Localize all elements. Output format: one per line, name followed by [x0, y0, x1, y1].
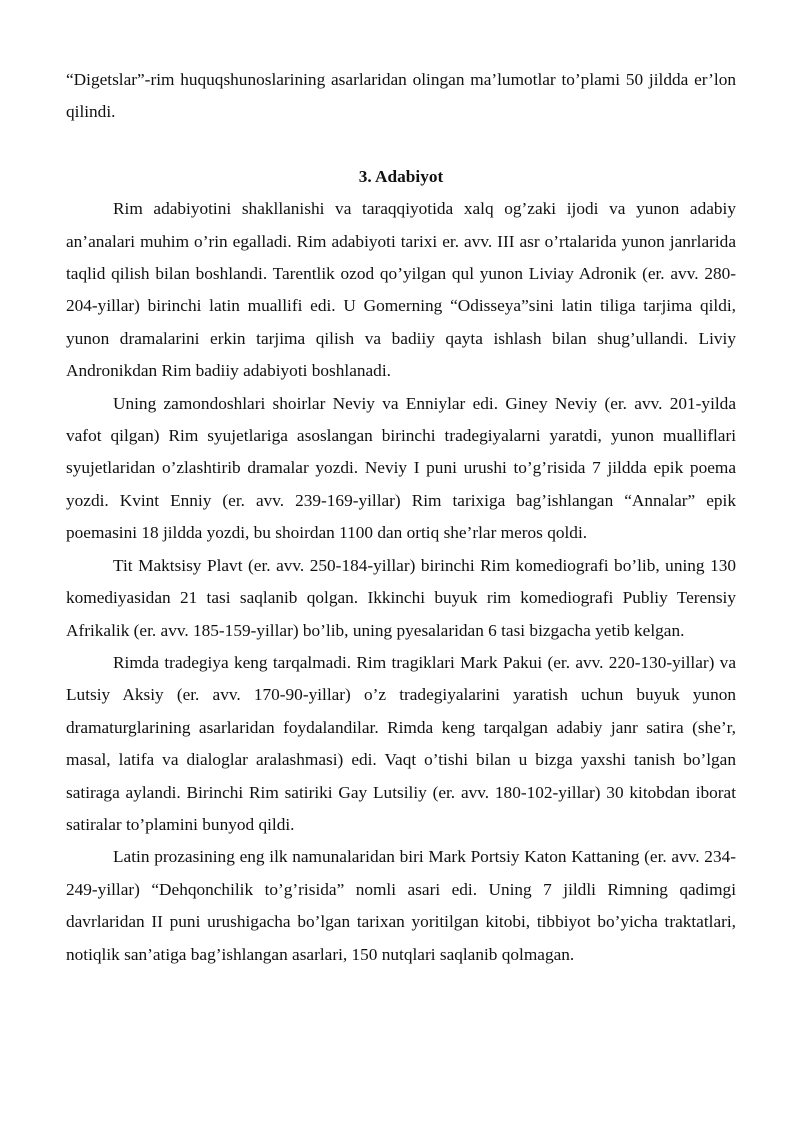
- section-heading: 3. Adabiyot: [358, 166, 444, 186]
- paragraph-tragedy-satire: Rimda tradegiya keng tarqalmadi. Rim tragiklari Mark Pakui (er. avv. 220-130-yillar) va Lutsiy Aksiy (er. avv. 170-90-yillar) o’z tradegiyalarini yaratish uchun buyuk yunon dramaturglarining asarlaridan foydalandilar. Rimda keng tarqalgan adabiy janr satira (she’r, masal, latifa va dialoglar aralashmasi) edi. Vaqt o’tishi bilan u bizga yaxshi tanish bo’lgan satiraga aylandi. Birinchi Rim satiriki Gay Lutsiliy (er. avv. 180-102-yillar) 30 kitobdan iborat satiralar to’plamini bunyod qildi.: [66, 652, 736, 834]
- paragraph-contemporaries: Uning zamondoshlari shoirlar Neviy va Enniylar edi. Giney Neviy (er. avv. 201-yilda vafot qilgan) Rim syujetlariga asoslangan birinchi tradegiyalarni yaratdi, yunon mualliflari syujetlaridan o’zlashtirib dramalar yozdi. Neviy I puni urushi to’g’risida 7 jildda epik poema yozdi. Kvint Enniy (er. avv. 239-169-yillar) Rim tarixiga bag’ishlangan “Annalar” epik poemasini 18 jildda yozdi, bu shoirdan 1100 dan ortiq she’rlar meros qoldi.: [66, 393, 736, 543]
- document-page: [66, 64, 736, 971]
- paragraph-comedy: Tit Maktsisy Plavt (er. avv. 250-184-yillar) birinchi Rim komediografi bo’lib, uning 130 komediyasidan 21 tasi saqlanib qolgan. Ikkinchi buyuk rim komediografi Publiy Terensiy Afrikalik (er. avv. 185-159-yillar) bo’lib, uning pyesalaridan 6 tasi bizgacha yetib kelgan.: [66, 555, 736, 640]
- intro-paragraph: “Digetslar”-rim huquqshunoslarining asarlaridan olingan ma’lumotlar to’plami 50 jildda er’lon qilindi.: [66, 70, 736, 122]
- paragraph-origins: Rim adabiyotini shakllanishi va taraqqiyotida xalq og’zaki ijodi va yunon adabiy an’analari muhim o’rin egalladi. Rim adabiyoti tarixi er. avv. III asr o’rtalarida yunon janrlarida taqlid qilish bilan boshlandi. Tarentlik ozod qo’yilgan qul yunon Liviay Adronik (er. avv. 280-204-yillar) birinchi latin muallifi edi. U Gomerning “Odisseya”sini latin tiliga tarjima qildi, yunon dramalarini erkin tarjima qilish va badiiy qayta ishlash bilan shug’ullandi. Liviy Andronikdan Rim badiiy adabiyoti boshlanadi.: [66, 199, 736, 381]
- paragraph-prose: Latin prozasining eng ilk namunalaridan biri Mark Portsiy Katon Kattaning (er. avv. 234-249-yillar) “Dehqonchilik to’g’risida” nomli asari edi. Uning 7 jildli Rimning qadimgi davrlaridan II puni urushigacha bo’lgan tarixan yoritilgan kitobi, tibbiyot bo’yicha traktatlari, notiqlik san’atiga bag’ishlangan asarlari, 150 nutqlari saqlanib qolmagan.: [66, 847, 736, 964]
